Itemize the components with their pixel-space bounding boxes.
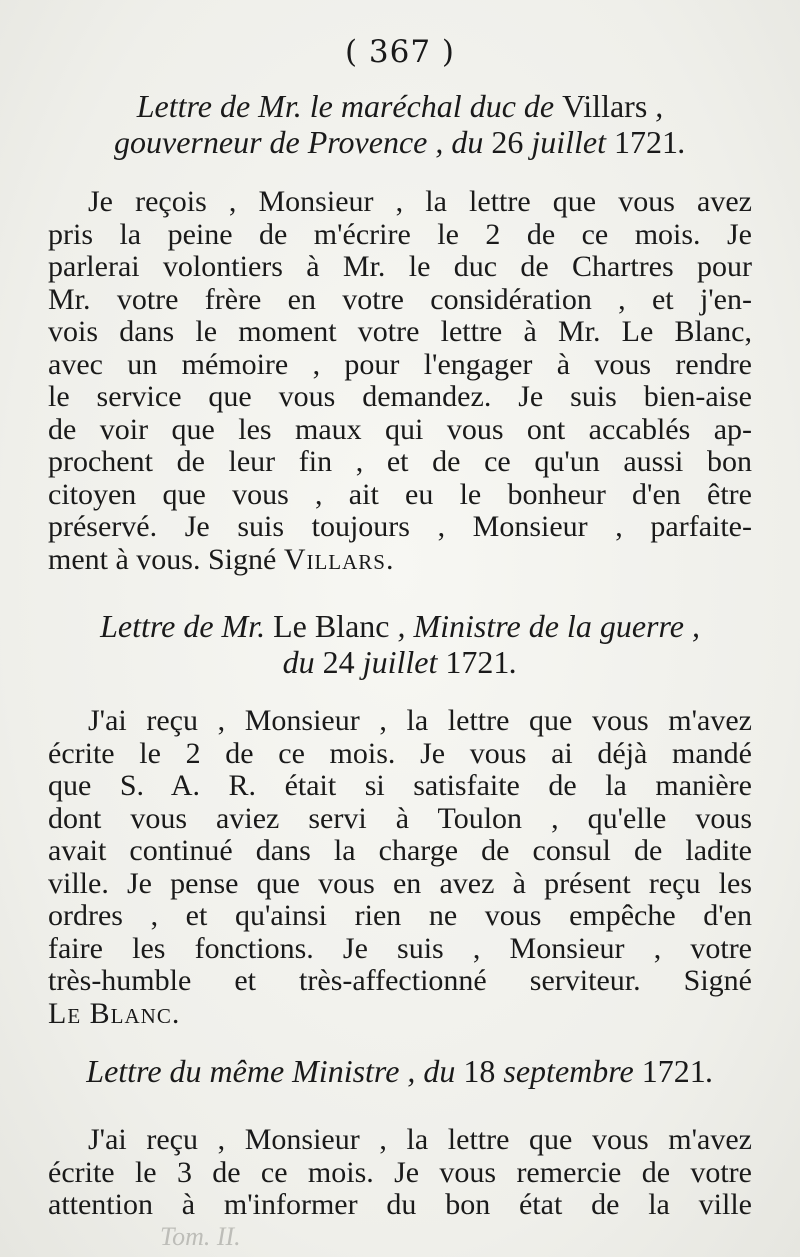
signature: Villars. <box>283 542 395 576</box>
text-line: J'ai reçu , Monsieur , la lettre que vous m'avez <box>88 704 752 737</box>
text-line: vois dans le moment votre lettre à Mr. Le Blanc, <box>48 315 752 348</box>
letter-2-body <box>48 705 752 1030</box>
text-line: avec un mémoire , pour l'engager à vous rendre <box>48 347 752 381</box>
letter-2-heading <box>0 608 800 680</box>
text-line: écrite le 3 de ce mois. Je vous remercie de votre <box>48 1155 752 1189</box>
text-line: que S. A. R. était si satisfaite de la manière <box>48 769 752 802</box>
letter-3-heading-line-1: Lettre du même Ministre , du 18 septembre 1721. <box>86 1053 714 1089</box>
text-line: avait continué dans la charge de consul de ladite <box>48 834 752 867</box>
text-line: J'ai reçu , Monsieur , la lettre que vous m'avez <box>88 1123 752 1156</box>
text-line: attention à m'informer du bon état de la ville <box>48 1188 752 1221</box>
text-line: préservé. Je suis toujours , Monsieur , parfaite- <box>48 510 752 543</box>
text-line: pris la peine de m'écrire le 2 de ce mois. Je <box>48 217 752 251</box>
text-line: dont vous aviez servi à Toulon , qu'elle vous <box>48 801 752 835</box>
text-line: ordres , et qu'ainsi rien ne vous empêche d'en <box>48 899 752 932</box>
letter-1-body <box>48 186 752 576</box>
text-line <box>48 998 752 1031</box>
letter-1-heading-line-2: gouverneur de Provence , du 26 juillet 1721. <box>114 124 686 160</box>
letter-3-heading <box>0 1053 800 1089</box>
letter-2-heading-line-1: Lettre de Mr. Le Blanc , Ministre de la guerre , <box>100 608 700 644</box>
text-line: le service que vous demandez. Je suis bien-aise <box>48 380 752 413</box>
text-line: prochent de leur fin , et de ce qu'un aussi bon <box>48 445 752 478</box>
letter-2-heading-line-2: du 24 juillet 1721. <box>282 644 518 680</box>
text-line: faire les fonctions. Je suis , Monsieur , votre <box>48 931 752 965</box>
text-line: citoyen que vous , ait eu le bonheur d'en être <box>48 477 752 511</box>
text-line: ville. Je pense que vous en avez à présent reçu les <box>48 866 752 900</box>
signature: Le Blanc. <box>48 996 181 1030</box>
text-line: écrite le 2 de ce mois. Je vous ai déjà mandé <box>48 736 752 770</box>
text-line: Je reçois , Monsieur , la lettre que vous avez <box>88 185 752 218</box>
letter-3-body <box>48 1124 752 1222</box>
text-line: très-humble et très-affectionné serviteur. Signé <box>48 964 752 997</box>
text-line: Mr. votre frère en votre considération , et j'en- <box>48 282 752 316</box>
text-line: parlerai volontiers à Mr. le duc de Chartres pour <box>48 250 752 283</box>
letter-1-heading <box>0 88 800 160</box>
text-line: de voir que les maux qui vous ont accablés ap- <box>48 412 752 446</box>
page-number: ( 367 ) <box>344 34 456 70</box>
text-line: ment à vous. Signé Villars. <box>48 542 395 576</box>
letter-1-heading-line-1: Lettre de Mr. le maréchal duc de Villars , <box>136 88 664 124</box>
footer-volume-mark: Tom. II. <box>160 1222 241 1251</box>
